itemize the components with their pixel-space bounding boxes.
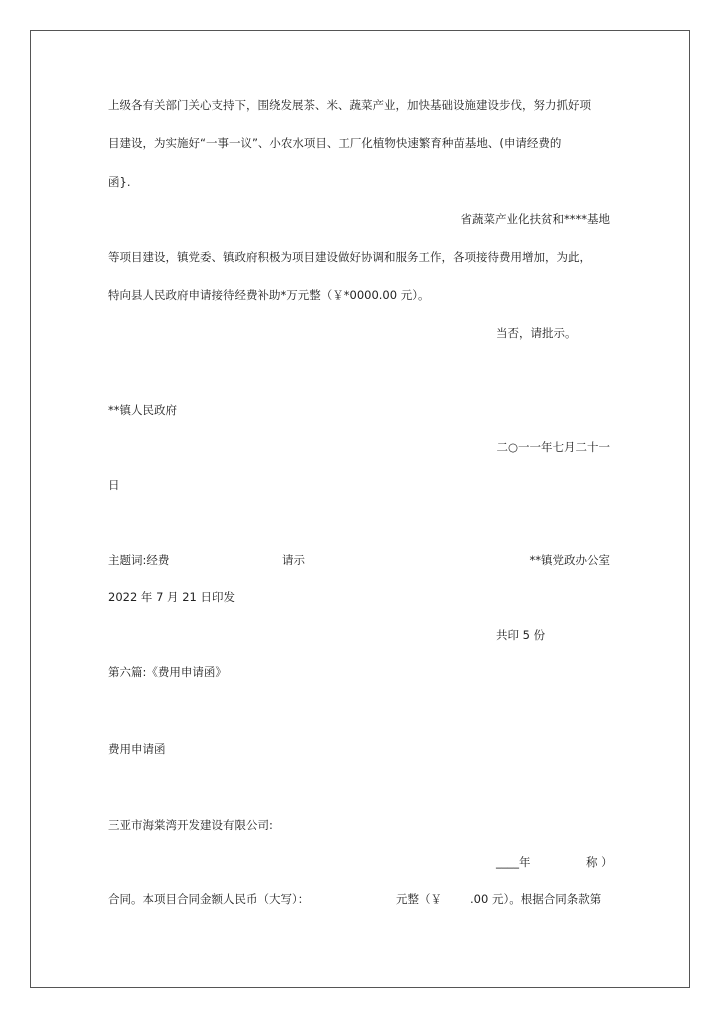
closing-remark: 当否，请批示。 [496, 326, 577, 340]
copies-count: 共印 5 份 [496, 628, 546, 642]
body-line: 函}. [108, 175, 131, 189]
letter-title: 费用申请函 [108, 742, 166, 756]
print-date: 2022 年 7 月 21 日印发 [108, 590, 235, 604]
contract-line-part: 元整（￥ [396, 892, 442, 906]
contract-line-part: 合同。本项目合同金额人民币（大写）： [108, 892, 310, 906]
body-line-right: 省蔬菜产业化扶贫和****基地 [460, 212, 610, 226]
body-line: 上级各有关部门关心支持下，围绕发展茶、米、蔬菜产业，加快基础设施建设步伐，努力抓好项 [108, 98, 591, 112]
keywords-value: 请示 [282, 553, 305, 567]
date-line: 二○一一年七月二十一 [496, 440, 610, 454]
issuing-office: **镇党政办公室 [529, 553, 610, 567]
blank-year: ____年 [496, 855, 531, 869]
body-line: 等项目建设，镇党委、镇政府积极为项目建设做好协调和服务工作，各项接待费用增加，为此， [108, 250, 591, 264]
keywords-label: 主题词:经费 [108, 553, 170, 567]
signatory: **镇人民政府 [108, 403, 177, 417]
body-line: 特向县人民政府申请接待经费补助*万元整（￥*0000.00 元）。 [108, 288, 430, 302]
blank-name: 称 ） [586, 855, 613, 869]
date-line-end: 日 [108, 478, 120, 492]
contract-line-part: .00 元）。根据合同条款第 [470, 892, 602, 906]
body-line: 目建设，为实施好“一事一议”、小农水项目、工厂化植物快速繁育种苗基地、(申请经费的 [108, 136, 562, 150]
page-frame [30, 30, 690, 988]
addressee: 三亚市海棠湾开发建设有限公司: [108, 818, 273, 832]
chapter-heading: 第六篇:《费用申请函》 [108, 665, 227, 679]
